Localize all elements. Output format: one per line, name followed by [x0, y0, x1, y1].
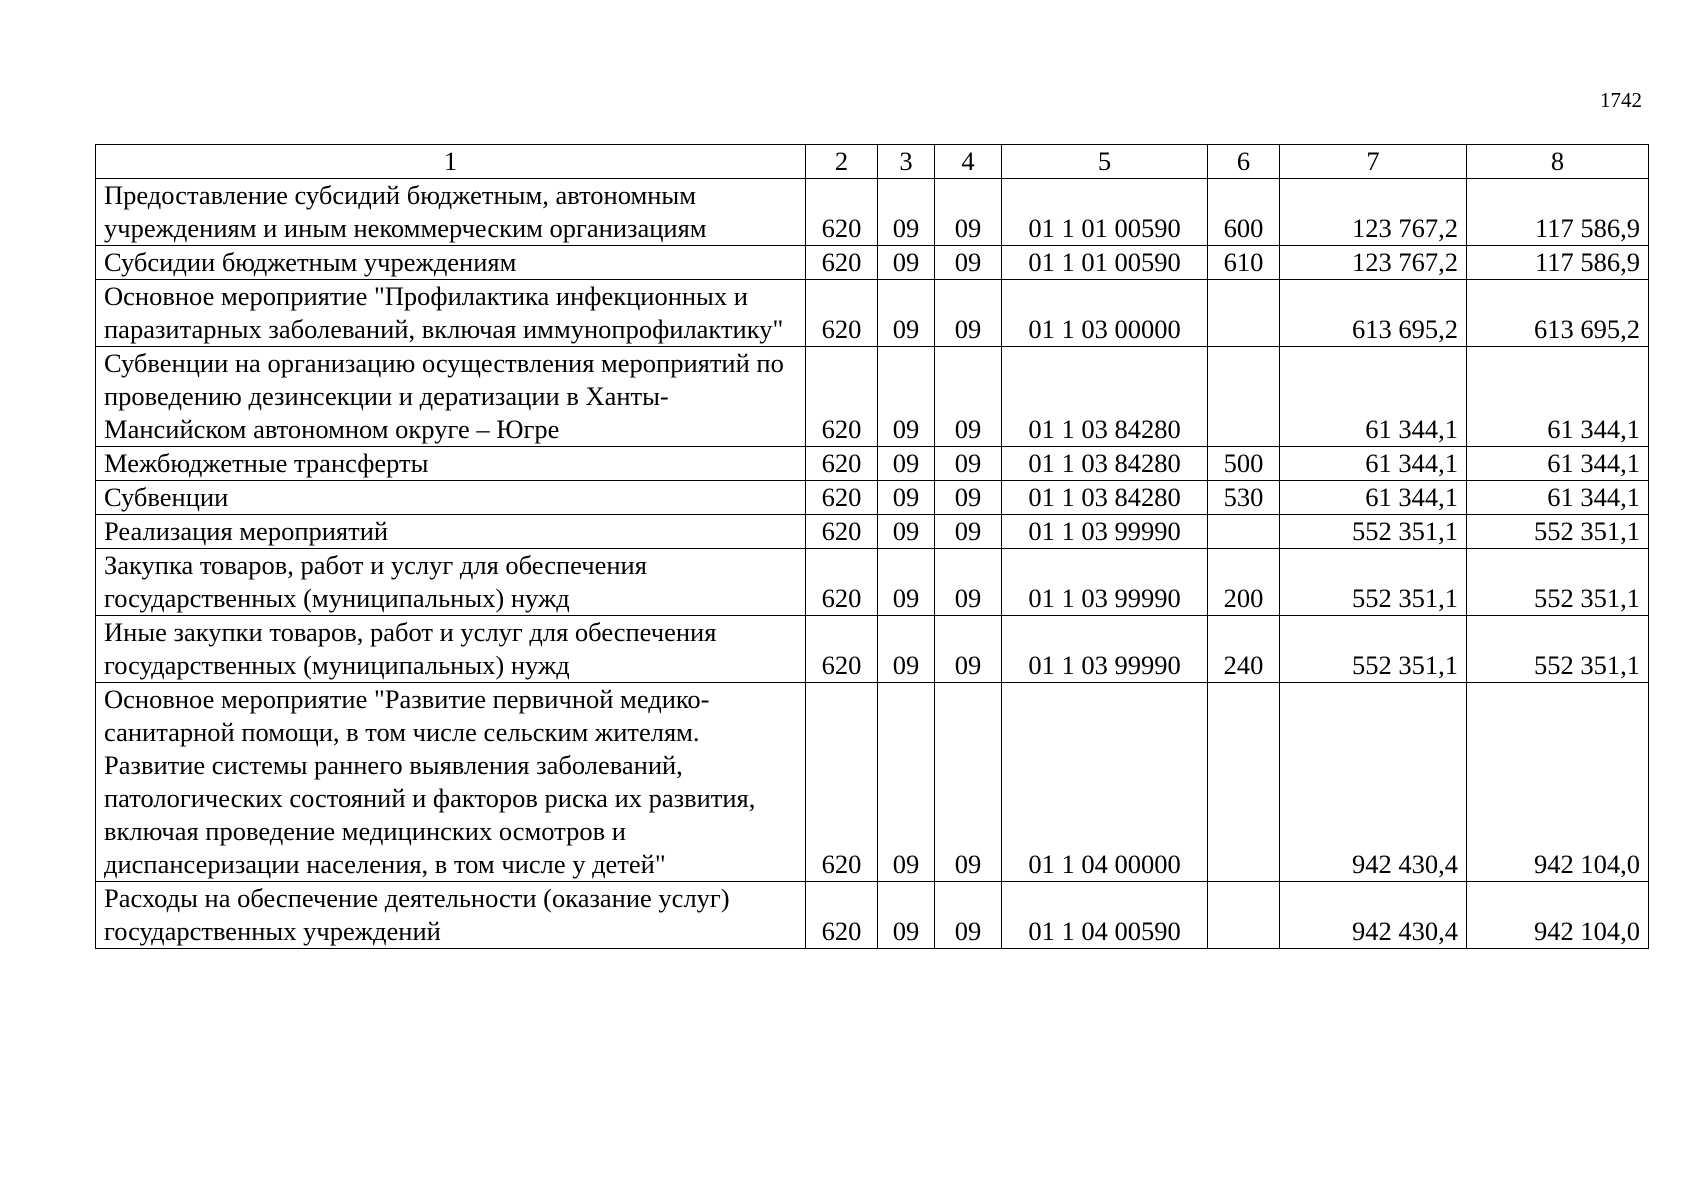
code-cell: 09	[878, 549, 935, 616]
code-cell: 620	[806, 481, 878, 515]
column-header: 1	[96, 145, 806, 179]
amount-cell: 61 344,1	[1280, 447, 1467, 481]
code-cell: 600	[1208, 179, 1280, 246]
code-cell: 09	[935, 882, 1002, 949]
code-cell	[1208, 347, 1280, 447]
amount-cell: 61 344,1	[1280, 347, 1467, 447]
column-header: 5	[1002, 145, 1208, 179]
code-cell: 09	[878, 515, 935, 549]
table-row	[96, 347, 1649, 447]
amount-cell: 942 104,0	[1467, 683, 1649, 882]
amount-cell: 123 767,2	[1280, 246, 1467, 280]
table-row	[96, 683, 1649, 882]
code-cell: 09	[878, 447, 935, 481]
code-cell: 09	[935, 179, 1002, 246]
amount-cell: 117 586,9	[1467, 246, 1649, 280]
code-cell: 01 1 03 84280	[1002, 481, 1208, 515]
row-name-cell: Основное мероприятие "Профилактика инфекционных и паразитарных заболеваний, включая иммунопрофилактику"	[96, 280, 806, 347]
code-cell: 09	[935, 280, 1002, 347]
code-cell: 09	[935, 447, 1002, 481]
code-cell: 620	[806, 683, 878, 882]
code-cell: 620	[806, 246, 878, 280]
table-row	[96, 447, 1649, 481]
code-cell: 01 1 03 99990	[1002, 616, 1208, 683]
amount-cell: 61 344,1	[1467, 481, 1649, 515]
code-cell: 09	[935, 683, 1002, 882]
table-row	[96, 882, 1649, 949]
budget-table	[95, 144, 1649, 949]
amount-cell: 552 351,1	[1467, 515, 1649, 549]
row-name-cell: Закупка товаров, работ и услуг для обеспечения государственных (муниципальных) нужд	[96, 549, 806, 616]
table-row	[96, 616, 1649, 683]
code-cell: 610	[1208, 246, 1280, 280]
code-cell: 240	[1208, 616, 1280, 683]
code-cell: 01 1 01 00590	[1002, 246, 1208, 280]
code-cell	[1208, 280, 1280, 347]
code-cell: 620	[806, 616, 878, 683]
code-cell: 01 1 04 00000	[1002, 683, 1208, 882]
amount-cell: 613 695,2	[1280, 280, 1467, 347]
amount-cell: 613 695,2	[1467, 280, 1649, 347]
amount-cell: 552 351,1	[1280, 549, 1467, 616]
table-row	[96, 481, 1649, 515]
code-cell: 09	[935, 515, 1002, 549]
code-cell: 620	[806, 280, 878, 347]
code-cell: 200	[1208, 549, 1280, 616]
code-cell: 620	[806, 882, 878, 949]
code-cell: 530	[1208, 481, 1280, 515]
amount-cell: 552 351,1	[1280, 515, 1467, 549]
code-cell: 09	[935, 481, 1002, 515]
code-cell: 01 1 03 00000	[1002, 280, 1208, 347]
code-cell: 09	[878, 882, 935, 949]
code-cell: 01 1 01 00590	[1002, 179, 1208, 246]
code-cell: 09	[878, 616, 935, 683]
amount-cell: 61 344,1	[1467, 447, 1649, 481]
row-name-cell: Субсидии бюджетным учреждениям	[96, 246, 806, 280]
row-name-cell: Основное мероприятие "Развитие первичной медико-санитарной помощи, в том числе сельским жителям. Развитие системы раннего выявления заболеваний, патологических состояний и факторов риска их развития, включая проведение медицинских осмотров и диспансеризации населения, в том числе у детей"	[96, 683, 806, 882]
column-number-row	[96, 145, 1649, 179]
code-cell: 09	[935, 616, 1002, 683]
code-cell: 620	[806, 447, 878, 481]
column-header: 2	[806, 145, 878, 179]
amount-cell: 61 344,1	[1467, 347, 1649, 447]
code-cell: 620	[806, 179, 878, 246]
code-cell: 620	[806, 549, 878, 616]
row-name-cell: Расходы на обеспечение деятельности (оказание услуг) государственных учреждений	[96, 882, 806, 949]
row-name-cell: Межбюджетные трансферты	[96, 447, 806, 481]
table-row	[96, 246, 1649, 280]
column-header: 6	[1208, 145, 1280, 179]
row-name-cell: Иные закупки товаров, работ и услуг для обеспечения государственных (муниципальных) нужд	[96, 616, 806, 683]
amount-cell: 942 430,4	[1280, 683, 1467, 882]
table-row	[96, 515, 1649, 549]
code-cell: 09	[878, 683, 935, 882]
amount-cell: 117 586,9	[1467, 179, 1649, 246]
row-name-cell: Реализация мероприятий	[96, 515, 806, 549]
table-row	[96, 280, 1649, 347]
amount-cell: 552 351,1	[1467, 549, 1649, 616]
code-cell	[1208, 683, 1280, 882]
table-row	[96, 179, 1649, 246]
code-cell: 620	[806, 347, 878, 447]
amount-cell: 942 104,0	[1467, 882, 1649, 949]
amount-cell: 61 344,1	[1280, 481, 1467, 515]
code-cell: 01 1 03 99990	[1002, 549, 1208, 616]
row-name-cell: Субвенции	[96, 481, 806, 515]
amount-cell: 123 767,2	[1280, 179, 1467, 246]
amount-cell: 552 351,1	[1280, 616, 1467, 683]
amount-cell: 552 351,1	[1467, 616, 1649, 683]
table-row	[96, 549, 1649, 616]
page-number: 1742	[1600, 88, 1642, 112]
code-cell: 09	[935, 246, 1002, 280]
code-cell: 620	[806, 515, 878, 549]
code-cell: 01 1 03 84280	[1002, 347, 1208, 447]
code-cell: 01 1 03 99990	[1002, 515, 1208, 549]
code-cell	[1208, 882, 1280, 949]
code-cell: 09	[935, 347, 1002, 447]
code-cell: 09	[878, 280, 935, 347]
code-cell: 09	[878, 481, 935, 515]
code-cell: 500	[1208, 447, 1280, 481]
column-header: 3	[878, 145, 935, 179]
column-header: 7	[1280, 145, 1467, 179]
code-cell: 09	[935, 549, 1002, 616]
amount-cell: 942 430,4	[1280, 882, 1467, 949]
row-name-cell: Предоставление субсидий бюджетным, автономным учреждениям и иным некоммерческим организациям	[96, 179, 806, 246]
code-cell: 09	[878, 347, 935, 447]
row-name-cell: Субвенции на организацию осуществления мероприятий по проведению дезинсекции и дератизации в Ханты-Мансийском автономном округе – Югре	[96, 347, 806, 447]
column-header: 8	[1467, 145, 1649, 179]
code-cell	[1208, 515, 1280, 549]
code-cell: 09	[878, 246, 935, 280]
column-header: 4	[935, 145, 1002, 179]
code-cell: 09	[878, 179, 935, 246]
code-cell: 01 1 04 00590	[1002, 882, 1208, 949]
code-cell: 01 1 03 84280	[1002, 447, 1208, 481]
